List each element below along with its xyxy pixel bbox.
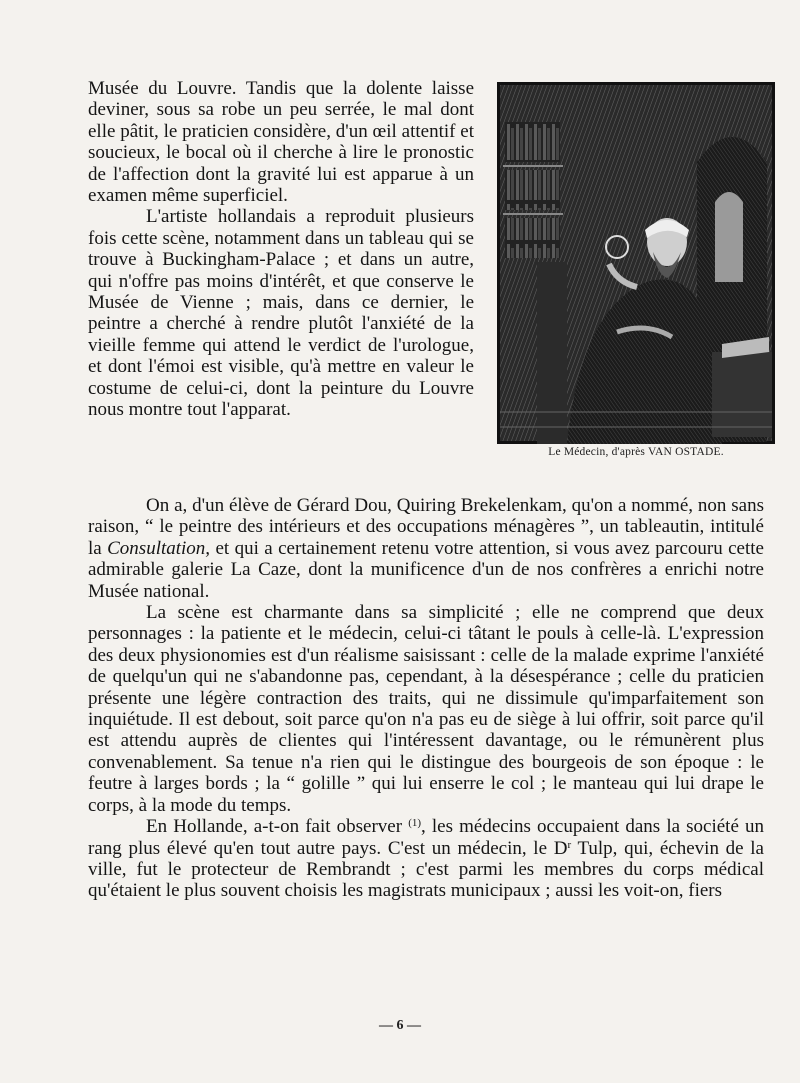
illustration-engraving bbox=[497, 82, 775, 444]
engraving-image bbox=[497, 82, 775, 444]
doctor-abbrev-superscript: r bbox=[567, 838, 572, 851]
paragraph-5-middle: , les médecins occupaient dans la société un rang plus élevé qu'en tout autre pays. C'est un médecin, le D bbox=[88, 816, 765, 859]
paragraph-3-end: et qui a certainement retenu votre attention, si vous avez parcouru cette admirable galerie La Caze, dont la munificence d'un de nos confrères a enrichi notre Musée national. bbox=[88, 537, 764, 602]
paragraph-5-start: En Hollande, a-t-on fait observer bbox=[146, 816, 409, 838]
paragraph-3 bbox=[88, 495, 764, 602]
wide-text-column bbox=[88, 495, 764, 902]
paragraph-4: La scène est charmante dans sa simplicité ; elle ne comprend que deux personnages : la patiente et le médecin, celui-ci tâtant le pouls à celle-là. L'expression des deux physionomies est d'un réalisme saisissant : celle de la malade exprime l'anxiété de quelqu'un qui ne s'abandonne pas, cependant, à la désespérance ; celle du praticien présente une légère contraction des traits, qui ne dissimule qu'imparfaitement son inquiétude. Il est debout, soit parce qu'on n'a pas eu de siège à lui offrir, soit parce qu'il est attendu auprès de clientes qui l'intéressent davantage, ou le rémunèrent plus convenablement. Sa tenue n'a rien qui le distingue des bourgeois de son époque : le feutre à larges bords ; la “ golille ” qui lui enserre le col ; le manteau qui lui drape le corps, à la mode du temps. bbox=[88, 602, 764, 816]
paragraph-2: L'artiste hollandais a reproduit plusieurs fois cette scène, notamment dans un tableau qui se trouve à Buckingham-Palace ; et dans un autre, qui n'offre pas moins d'intérêt, et que conserve le Musée de Vienne ; mais, dans ce dernier, le peintre a cherché à rendre plutôt l'anxiété de la vieille femme qui attend le verdict de l'urologue, et dont l'émoi est visible, qu'à mettre en valeur le costume de celui-ci, dont la peinture du Louvre nous montre tout l'apparat. bbox=[88, 206, 474, 421]
paragraph-1: Musée du Louvre. Tandis que la dolente laisse deviner, sous sa robe un peu serrée, le mal dont elle pâtit, le praticien considère, d'un œil attentif et soucieux, le bocal où il cherche à lire le pronostic de l'affection dont la gravité lui est apparue à un examen même superficiel. bbox=[88, 78, 474, 207]
paragraph-5 bbox=[88, 816, 764, 902]
figure-caption: Le Médecin, d'après VAN OSTADE. bbox=[548, 446, 724, 458]
page-number: — 6 — bbox=[379, 1018, 421, 1033]
paragraph-3-start: On a, d'un élève de Gérard Dou, Quiring Brekelenkam, qu'on a nommé, non sans raison, “ le peintre des intérieurs et des occupations ménagères ”, un tableautin, intitulé la bbox=[88, 495, 764, 559]
narrow-text-column bbox=[88, 78, 474, 421]
footnote-marker: (1) bbox=[408, 817, 422, 830]
paragraph-5-end: Tulp, qui, échevin de la ville, fut le protecteur de Rembrandt ; c'est parmi les membres du corps médical qu'étaient le plus souvent choisis les magistrats municipaux ; aussi les voit-on, fiers bbox=[88, 837, 764, 902]
painting-title: Consultation, bbox=[107, 537, 211, 559]
